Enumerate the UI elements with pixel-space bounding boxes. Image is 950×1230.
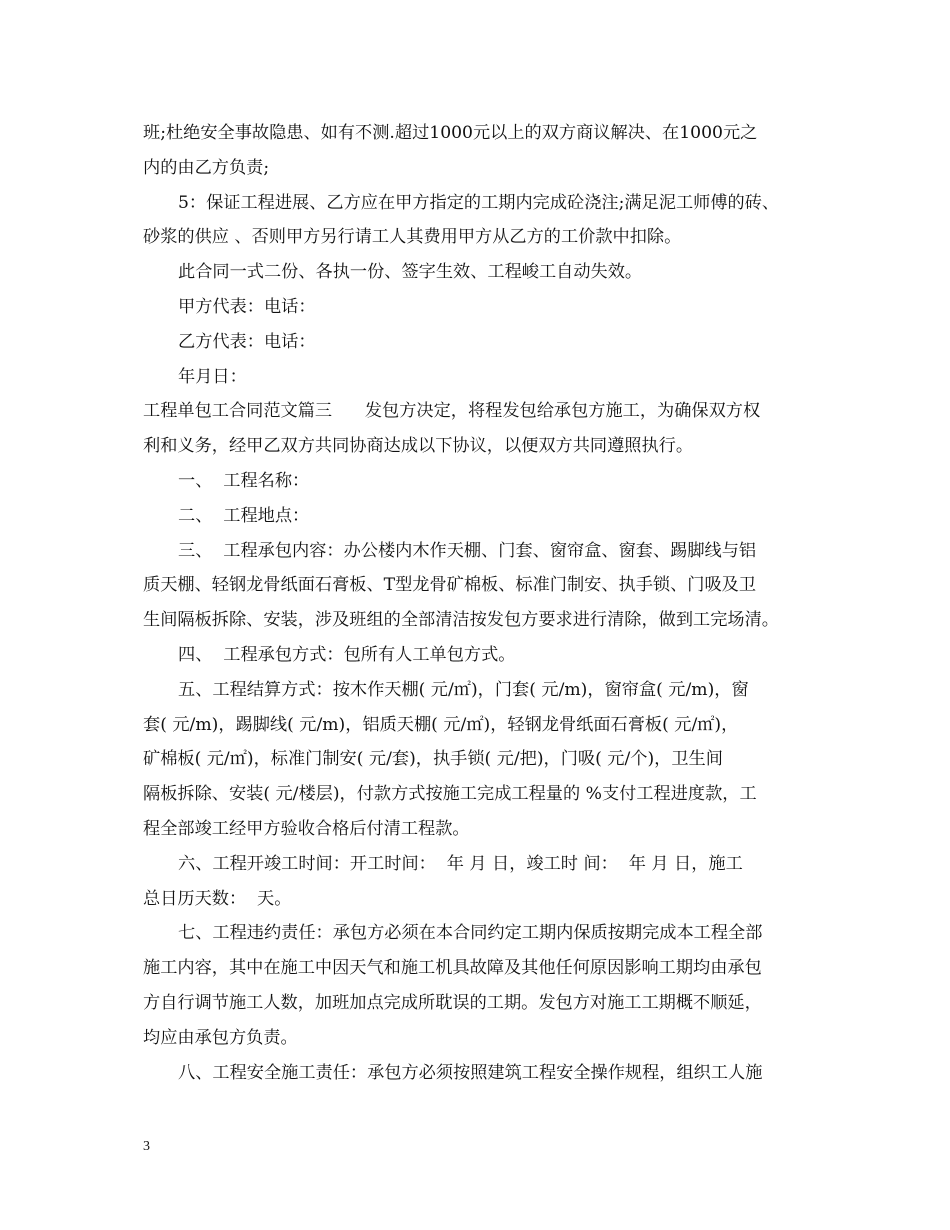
text-line: 程全部竣工经甲方验收合格后付清工程款。 [143, 818, 470, 839]
text-line: 砂浆的供应 、否则甲方另行请工人其费用甲方从乙方的工价款中扣除。 [143, 227, 682, 248]
text-line: 六、工程开竣工时间：开工时间： 年 月 日，竣工时 间： 年 月 日，施工 [178, 853, 743, 874]
text-line: 质天棚、轻钢龙骨纸面石膏板、T型龙骨矿棉板、标准门制安、执手锁、门吸及卫 [143, 575, 757, 596]
text-line: 隔板拆除、安装( 元/楼层)，付款方式按施工完成工程量的 %支付工程进度款，工 [143, 784, 757, 805]
page-number: 3 [143, 1139, 150, 1154]
text-line: 二、 工程地点： [178, 505, 310, 526]
text-line: 班;杜绝安全事故隐患、如有不测.超过1000元以上的双方商议解决、在1000元之 [143, 123, 758, 143]
text-line: 三、 工程承包内容：办公楼内木作天棚、门套、窗帘盒、窗套、踢脚线与铝 [178, 540, 757, 561]
text-line: 四、 工程承包方式：包所有人工单包方式。 [178, 644, 516, 665]
document-body [143, 116, 828, 1090]
text-line: 5：保证工程进展、乙方应在甲方指定的工期内完成砼浇注;满足泥工师傅的砖、 [178, 192, 780, 213]
text-line: 矿棉板( 元/㎡)，标准门制安( 元/套)，执手锁( 元/把)，门吸( 元/个)，卫生间 [143, 749, 723, 770]
text-line: 施工内容，其中在施工中因天气和施工机具故障及其他任何原因影响工期均由承包 [143, 958, 762, 979]
text-line: 套( 元/m)，踢脚线( 元/m)，铝质天棚( 元/㎡)，轻钢龙骨纸面石膏板( 元/㎡)， [143, 714, 739, 735]
text-line: 甲方代表：电话： [178, 296, 316, 317]
text-line: 乙方代表：电话： [178, 331, 316, 352]
text-line: 八、工程安全施工责任：承包方必须按照建筑工程安全操作规程，组织工人施 [178, 1062, 763, 1083]
text-line: 利和义务，经甲乙双方共同协商达成以下协议，以便双方共同遵照执行。 [143, 436, 694, 457]
text-line: 生间隔板拆除、安装，涉及班组的全部清洁按发包方要求进行清除，做到工完场清。 [143, 610, 779, 631]
text-line: 均应由承包方负责。 [143, 1027, 298, 1048]
text-line: 年月日： [178, 366, 247, 387]
text-line: 内的由乙方负责; [143, 157, 270, 178]
text-line: 总日历天数： 天。 [143, 888, 292, 909]
text-line: 工程单包工合同范文篇三 发包方决定，将程发包给承包方施工，为确保双方权 [143, 401, 761, 422]
text-line: 七、工程违约责任：承包方必须在本合同约定工期内保质按期完成本工程全部 [178, 923, 763, 944]
text-line: 方自行调节施工人数，加班加点完成所耽误的工期。发包方对施工工期概不顺延， [143, 992, 762, 1013]
text-line: 一、 工程名称： [178, 470, 310, 491]
text-line: 五、工程结算方式：按木作天棚( 元/㎡)，门套( 元/m)，窗帘盒( 元/m)，窗 [178, 679, 749, 700]
text-line: 此合同一式二份、各执一份、签字生效、工程峻工自动失效。 [178, 262, 643, 283]
